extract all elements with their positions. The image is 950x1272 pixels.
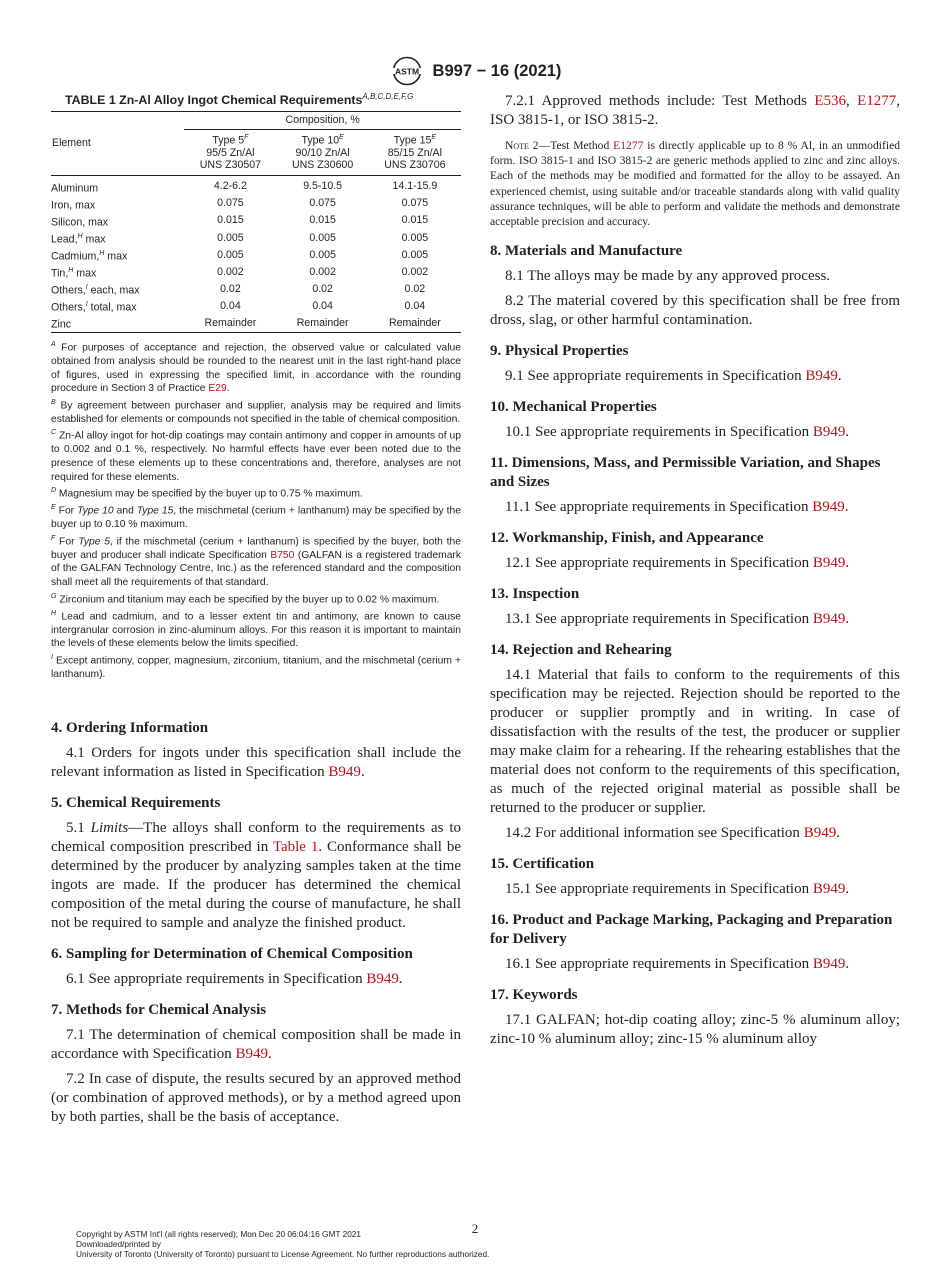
- document-designation: B997 − 16 (2021): [432, 61, 562, 80]
- section-10-heading: 10. Mechanical Properties: [490, 399, 657, 416]
- element-cell: Zinc: [51, 318, 72, 331]
- column-header-type-5: Type $5^F$ 95/5 Zn/Al UNS Z30507: [199, 133, 262, 172]
- section-4-heading: 4. Ordering Information: [51, 720, 209, 737]
- para-8-1: 8.1 The alloys may be made by any approved process.: [505, 268, 831, 285]
- para-16-1: 16.1 See appropriate requirements in Specification B949.: [505, 956, 850, 973]
- footer-license-line: University of Toronto (University of Toronto) pursuant to License Agreement. No further reproductions authorized.: [76, 1249, 490, 1259]
- para-11-1: 11.1 See appropriate requirements in Specification B949.: [505, 499, 849, 516]
- table-row: [51, 247, 461, 264]
- footnote-i: $^I$ Except antimony, copper, magnesium, zirconium, titanium, and the mischmetal (cerium + lanthanum).: [51, 653, 461, 680]
- element-cell: Tin,$^H$ max: [51, 266, 97, 280]
- link-e536[interactable]: E536: [814, 93, 846, 109]
- element-cell: Others,$^I$ each, max: [51, 283, 140, 297]
- link-b949[interactable]: B949: [812, 956, 846, 973]
- page-number: 2: [471, 1221, 479, 1236]
- table-caption: TABLE 1 Zn-Al Alloy Ingot Chemical Requirements$^{A,B,C,D,E,F,G}$: [65, 92, 414, 108]
- link-b949[interactable]: B949: [803, 825, 837, 842]
- para-13-1: 13.1 See appropriate requirements in Specification B949.: [505, 611, 850, 628]
- table-row: [51, 230, 461, 247]
- link-e1277[interactable]: E1277: [857, 93, 897, 109]
- para-17-1: 17.1 GALFAN; hot-dip coating alloy; zinc-5 % aluminum alloy; zinc-10 % aluminum alloy; zinc-15 % aluminum alloy: [490, 1012, 900, 1048]
- table-row: [51, 315, 461, 333]
- element-cell: Lead,$^H$ max: [51, 232, 106, 246]
- element-header: Element: [51, 112, 184, 176]
- element-cell: Cadmium,$^H$ max: [51, 249, 128, 263]
- element-cell: Aluminum: [51, 182, 99, 195]
- para-8-2: 8.2 The material covered by this specification shall be free from dross, slag, or other harmful contamination.: [490, 293, 900, 329]
- element-cell: Iron, max: [51, 199, 96, 212]
- astm-logo-icon: [389, 56, 425, 86]
- column-header-type-10: Type $10^E$ 90/10 Zn/Al UNS Z30600: [292, 133, 354, 172]
- footnote-c: $^C$ Zn-Al alloy ingot for hot-dip coatings may contain antimony and copper in amounts of up to 0.002 and 0.1 %, respectively. No harmful effects have ever been noted due to the presence of these elements up to these concentrations and, therefore, analyses are not required for these elements.: [51, 429, 461, 483]
- value-cell: 0.002: [309, 265, 336, 278]
- para-7-2-1: 7.2.1 Approved methods include: Test Methods E536, E1277, ISO 3815-1, or ISO 3815-2.: [490, 93, 901, 128]
- table-row: [51, 196, 461, 213]
- footnote-h: $^H$ Lead and cadmium, and to a lesser extent tin and antimony, are known to cause intergranular corrosion in zinc-aluminum alloys. For this reason it is important to maintain the levels of these elements below the limits specified.: [51, 609, 461, 650]
- section-13-heading: 13. Inspection: [490, 586, 580, 603]
- value-cell: 0.005: [217, 248, 244, 261]
- element-cell: Others,$^I$ total, max: [51, 300, 137, 314]
- value-cell: Remainder: [204, 316, 257, 329]
- value-cell: 0.015: [309, 214, 336, 227]
- footnote-f: $^F$ For Type 5, if the mischmetal (cerium + lanthanum) is specified by the buyer, both the buyer and producer shall indicate Specification B750 (GALFAN is a registered trademark of the GALFAN Technology Centre, Inc.) as the referenced standard and the composition shall meet all the requirements of that standard.: [51, 534, 461, 588]
- link-b949[interactable]: B949: [328, 764, 361, 781]
- value-cell: 0.005: [309, 231, 336, 244]
- value-cell: 0.02: [404, 282, 426, 295]
- section-15-heading: 15. Certification: [490, 856, 595, 873]
- section-17-heading: 17. Keywords: [490, 987, 578, 1004]
- value-cell: 0.02: [220, 282, 241, 295]
- link-b949[interactable]: B949: [812, 424, 846, 441]
- table-footnotes: [51, 338, 461, 681]
- value-cell: 0.02: [312, 282, 333, 295]
- table-row: [51, 175, 461, 196]
- section-8-heading: 8. Materials and Manufacture: [490, 243, 683, 260]
- value-cell: 0.002: [217, 265, 244, 278]
- para-5-1: 5.1 Limits—The alloys shall conform to the requirements as to chemical composition prescribed in Table 1. Conformance shall be determined by the producer by analyzing samples taken at the time ingots are made. If the producer has determined the chemical composition of the metal during the course of manufacture, he shall not be required to sample and analyze the finished product.: [51, 820, 462, 932]
- para-4-1: 4.1 Orders for ingots under this specification shall include the relevant information as listed in Specification B949.: [51, 745, 461, 781]
- value-cell: 14.1-15.9: [392, 180, 438, 193]
- link-b949[interactable]: B949: [235, 1046, 269, 1063]
- footer-copyright-line: Copyright by ASTM Int'l (all rights reserved); Mon Dec 20 06:04:16 GMT 2021: [76, 1229, 362, 1239]
- footnote-e: $^E$ For Type 10 and Type 15, the mischmetal (cerium + lanthanum) may be specified by the buyer up to 0.10 % maximum.: [51, 504, 461, 531]
- table-row: [51, 281, 461, 298]
- composition-group-header: Composition, %: [184, 112, 461, 130]
- value-cell: 0.002: [401, 265, 429, 278]
- value-cell: 4.2-6.2: [213, 180, 247, 193]
- svg-text:ASTM: ASTM: [394, 66, 419, 77]
- value-cell: 9.5-10.5: [303, 180, 343, 193]
- para-15-1: 15.1 See appropriate requirements in Specification B949.: [505, 881, 850, 898]
- section-16-heading: 16. Product and Package Marking, Packaging and Preparation for Delivery: [490, 912, 893, 948]
- value-cell: 0.04: [312, 299, 333, 312]
- para-12-1: 12.1 See appropriate requirements in Specification B949.: [505, 555, 850, 572]
- value-cell: 0.005: [309, 248, 336, 261]
- value-cell: 0.005: [401, 248, 429, 261]
- section-12-heading: 12. Workmanship, Finish, and Appearance: [490, 530, 764, 547]
- section-11-heading: 11. Dimensions, Mass, and Permissible Variation, and Shapes and Sizes: [490, 455, 881, 491]
- link-e29[interactable]: E29: [208, 383, 227, 395]
- element-cell: Silicon, max: [51, 216, 109, 229]
- para-7-2: 7.2 In case of dispute, the results secured by an approved method (or combination of approved methods), or by a method agreed upon by both parties, shall be the basis of acceptance.: [51, 1071, 461, 1126]
- para-14-2: 14.2 For additional information see Specification B949.: [505, 825, 840, 842]
- link-table-1[interactable]: Table 1: [272, 839, 319, 856]
- value-cell: Remainder: [388, 316, 441, 329]
- section-7-heading: 7. Methods for Chemical Analysis: [51, 1002, 267, 1019]
- value-cell: 0.015: [217, 214, 244, 227]
- link-e1277[interactable]: E1277: [613, 139, 644, 152]
- para-14-1: 14.1 Material that fails to conform to the requirements of this specification may be rejected. Rejection should be reported to the producer or supplier promptly and in writing. In case of dissatisfaction with the results of the test, the producer or supplier may make claim for a rehearing. If the rehearing establishes that the material does not conform to the requirements of this specification, as much of the rejected original material as possible shall be returned to the producer or supplier.: [490, 667, 900, 817]
- value-cell: 0.075: [309, 197, 336, 210]
- section-6-heading: 6. Sampling for Determination of Chemical Composition: [51, 946, 413, 963]
- footer-downloaded-line: Downloaded/printed by: [76, 1239, 161, 1249]
- value-cell: 0.005: [401, 231, 429, 244]
- footnote-d: $^D$ Magnesium may be specified by the buyer up to 0.75 % maximum.: [51, 487, 363, 500]
- link-b750[interactable]: B750: [270, 549, 295, 561]
- section-14-heading: 14. Rejection and Rehearing: [490, 642, 672, 659]
- table-row: [51, 298, 461, 315]
- note-2: Note 2—Test Method E1277 is directly applicable up to 8 % Al, in an unmodified form. ISO 3815-1 and ISO 3815-2 are generic methods applied to zinc and zinc alloys. Each of the methods may be modified and formatted for the alloy to be assayed. An experienced chemist, using suitable and/or traceable standards along with valid quality assurance techniques, will be able to perform and validate the methods and demonstrate acceptable precision and accuracy.: [490, 139, 901, 229]
- link-b949[interactable]: B949: [812, 499, 845, 516]
- link-b949[interactable]: B949: [366, 971, 399, 988]
- footnote-a: $^A$ For purposes of acceptance and rejection, the observed value or calculated value obtained from analysis should be rounded to the nearest unit in the last right-hand place of figures, used in expressing the specified limit, in accordance with the rounding procedure in Section 3 of Practice E29.: [51, 340, 461, 395]
- footnote-g: $^G$ Zirconium and titanium may each be specified by the buyer up to 0.02 % maximum.: [51, 592, 440, 605]
- para-10-1: 10.1 See appropriate requirements in Specification B949.: [505, 424, 850, 441]
- para-7-1: 7.1 The determination of chemical composition shall be made in accordance with Specification B949.: [51, 1027, 461, 1063]
- value-cell: 0.04: [220, 299, 241, 312]
- link-b949[interactable]: B949: [812, 881, 846, 898]
- value-cell: Remainder: [296, 316, 349, 329]
- column-header-type-15: Type $15^E$ 85/15 Zn/Al UNS Z30706: [384, 133, 446, 172]
- link-b949[interactable]: B949: [812, 555, 846, 572]
- chemical-requirements-table: [51, 111, 461, 333]
- section-5-heading: 5. Chemical Requirements: [51, 795, 221, 812]
- section-9-heading: 9. Physical Properties: [490, 343, 629, 360]
- link-b949[interactable]: B949: [805, 368, 838, 385]
- copyright-footer: [76, 1229, 489, 1259]
- value-cell: 0.075: [401, 197, 429, 210]
- para-9-1: 9.1 See appropriate requirements in Specification B949.: [505, 368, 842, 385]
- table-row: [51, 213, 461, 230]
- table-row: [51, 264, 461, 281]
- value-cell: 0.075: [217, 197, 244, 210]
- footnote-b: $^B$ By agreement between purchaser and supplier, analysis may be required and limits established for elements or compounds not specified in the table of chemical composition.: [51, 398, 461, 425]
- page-header: [0, 56, 950, 86]
- value-cell: 0.015: [401, 214, 429, 227]
- value-cell: 0.005: [217, 231, 244, 244]
- para-6-1: 6.1 See appropriate requirements in Specification B949.: [66, 971, 403, 988]
- value-cell: 0.04: [404, 299, 426, 312]
- link-b949[interactable]: B949: [812, 611, 846, 628]
